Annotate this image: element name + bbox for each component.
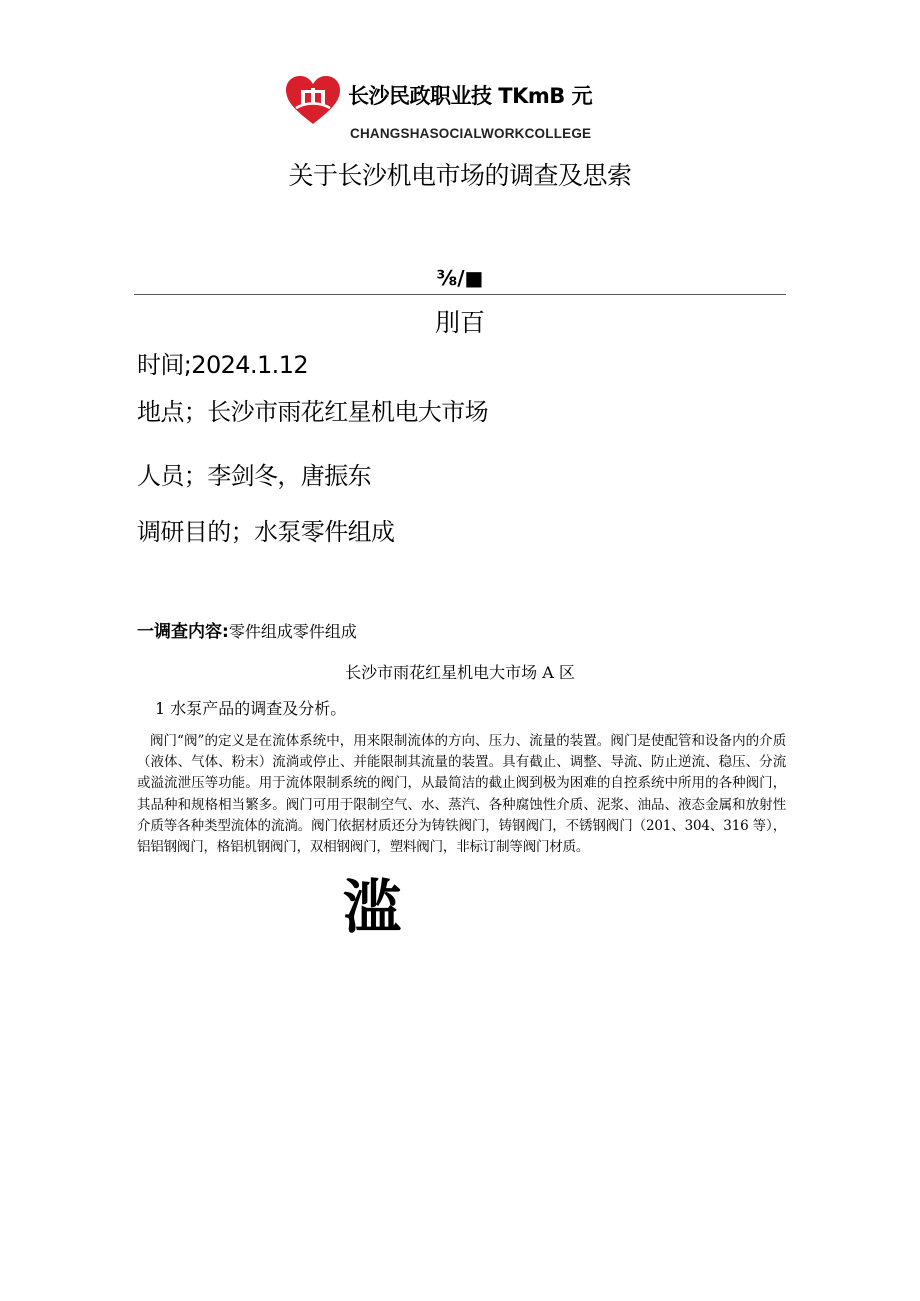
survey-purpose: 调研目的；水泵零件组成 (137, 518, 395, 546)
large-character: 滥 (343, 873, 402, 941)
school-logo-header (284, 74, 624, 154)
item-title: 1 水泵产品的调查及分析。 (155, 699, 347, 718)
document-subtitle: ⅜/■ (436, 266, 484, 290)
school-name-en: CHANGSHASOCIALWORKCOLLEGE (350, 126, 592, 141)
survey-time: 时间;2024.1.12 (137, 351, 309, 379)
document-title: 关于长沙机电市场的调查及思索 (288, 161, 632, 190)
section-heading-value: 零件组成零件组成 (228, 622, 357, 641)
heart-emblem-icon (284, 74, 342, 126)
school-name-cn: 长沙民政职业技 TKmB 元 (348, 84, 593, 108)
section-heading-label: 一调查内容: (137, 622, 229, 642)
valve-paragraph: 阀门“阀”的定义是在流体系统中，用来限制流体的方向、压力、流量的装置。阀门是使配管和设备内的介质（液体、气体、粉末）流淌或停止、并能限制其流量的装置。具有截止、调整、导流、防止逆流、稳压、分流或溢流泄压等功能。用于流体限制系统的阀门，从最简洁的截止阀到极为困难的自控系统中所用的各种阀门，其品种和规格相当繁多。阀门可用于限制空气、水、蒸汽、各种腐蚀性介质、泥浆、油品、液态金属和放射性介质等各种类型流体的流淌。阀门依据材质还分为铸铁阀门，铸钢阀门，不锈钢阀门（201、304、316 等），铝铝钢阀门，格铝机钢阀门，双相钢阀门，塑料阀门，非标订制等阀门材质。 (137, 733, 786, 856)
divider-line (134, 294, 786, 295)
section-heading (137, 617, 357, 642)
survey-place: 地点；长沙市雨花红星机电大市场 (137, 398, 488, 426)
market-caption: 长沙市雨花红星机电大市场 A 区 (345, 663, 575, 682)
preface-heading: 刖百 (434, 308, 485, 337)
survey-people: 人员；李剑冬，唐振东 (137, 462, 371, 490)
